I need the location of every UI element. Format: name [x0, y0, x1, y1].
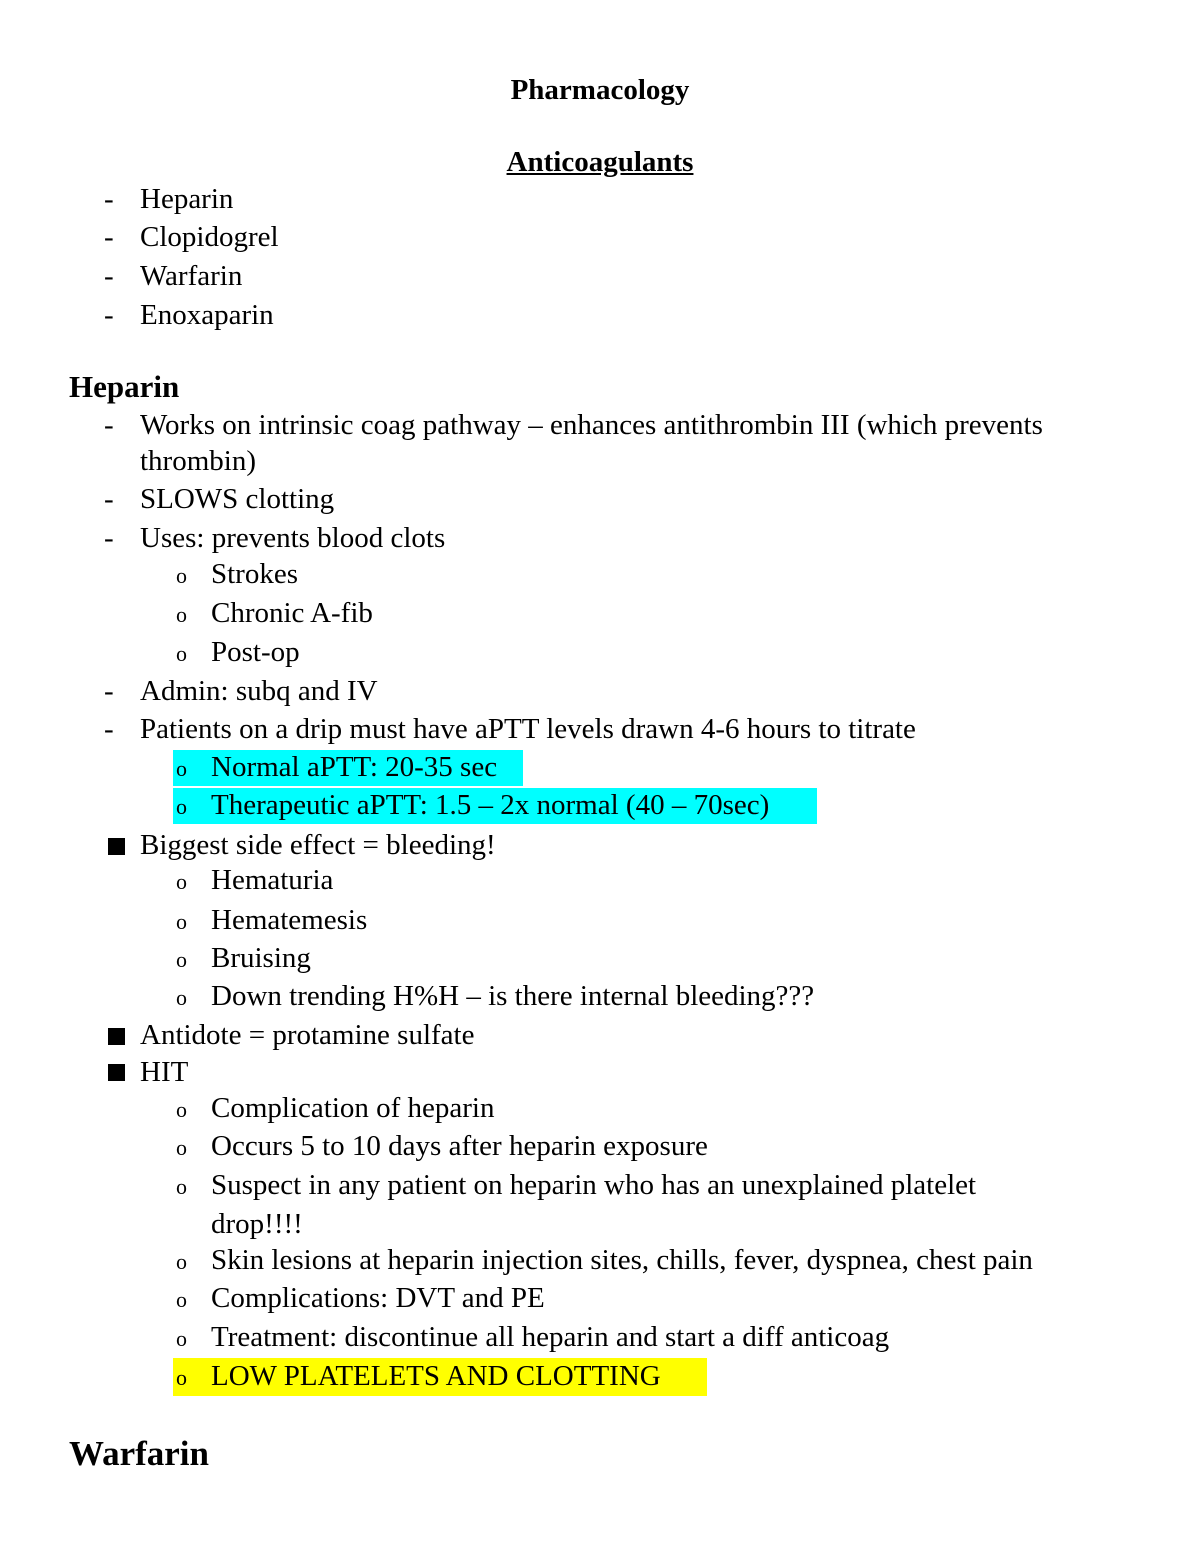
circle-bullet: o [176, 947, 187, 972]
sub-list-item: Strokes [211, 558, 298, 590]
circle-bullet: o [176, 602, 187, 627]
sub-list-item-highlighted: LOW PLATELETS AND CLOTTING [211, 1360, 661, 1392]
sub-list-item: Suspect in any patient on heparin who has an unexplained platelet [211, 1169, 977, 1201]
dash-bullet: - [104, 183, 114, 215]
section-title-text: Anticoagulants [506, 146, 694, 178]
circle-bullet: o [176, 1135, 187, 1160]
circle-bullet: o [176, 1249, 187, 1274]
list-item: Admin: subq and IV [140, 675, 378, 707]
sub-list-item: Treatment: discontinue all heparin and start a diff anticoag [211, 1321, 890, 1353]
sub-list-item: Complications: DVT and PE [211, 1282, 545, 1314]
sub-list-item-highlighted: Normal aPTT: 20-35 sec [211, 751, 498, 783]
sub-list-item: Hematuria [211, 864, 334, 896]
list-item: Antidote = protamine sulfate [140, 1019, 475, 1051]
list-item: Enoxaparin [140, 299, 274, 331]
list-item: SLOWS clotting [140, 483, 335, 515]
sub-list-item: Bruising [211, 942, 311, 974]
circle-bullet: o [176, 756, 187, 781]
dash-bullet: - [104, 675, 114, 707]
circle-bullet: o [176, 794, 187, 819]
sub-list-item-highlighted: Therapeutic aPTT: 1.5 – 2x normal (40 – 70sec) [211, 789, 770, 821]
square-bullet [108, 1028, 125, 1045]
list-item-continuation: thrombin) [140, 445, 256, 477]
sub-list-item: Occurs 5 to 10 days after heparin exposure [211, 1130, 708, 1162]
list-item: Biggest side effect = bleeding! [140, 829, 496, 861]
circle-bullet: o [176, 909, 187, 934]
sub-list-item: Complication of heparin [211, 1092, 495, 1124]
heparin-heading: Heparin [69, 369, 180, 404]
list-item: Patients on a drip must have aPTT levels drawn 4-6 hours to titrate [140, 713, 916, 745]
list-item: Clopidogrel [140, 221, 279, 253]
warfarin-heading: Warfarin [69, 1434, 209, 1473]
dash-bullet: - [104, 713, 114, 745]
sub-list-item: Chronic A-fib [211, 597, 373, 629]
list-item: Warfarin [140, 260, 243, 292]
sub-list-item: Hematemesis [211, 904, 368, 936]
sub-list-item-continuation: drop!!!! [211, 1208, 303, 1240]
list-item: Works on intrinsic coag pathway – enhances antithrombin III (which prevents [140, 409, 1043, 441]
dash-bullet: - [104, 409, 114, 441]
dash-bullet: - [104, 221, 114, 253]
doc-title: Pharmacology [510, 74, 690, 106]
circle-bullet: o [176, 1365, 187, 1390]
circle-bullet: o [176, 641, 187, 666]
dash-bullet: - [104, 260, 114, 292]
dash-bullet: - [104, 299, 114, 331]
circle-bullet: o [176, 1287, 187, 1312]
circle-bullet: o [176, 1174, 187, 1199]
list-item: Uses: prevents blood clots [140, 522, 446, 554]
dash-bullet: - [104, 522, 114, 554]
square-bullet [108, 1064, 125, 1081]
list-item: HIT [140, 1056, 189, 1088]
dash-bullet: - [104, 483, 114, 515]
circle-bullet: o [176, 1326, 187, 1351]
circle-bullet: o [176, 563, 187, 588]
sub-list-item: Skin lesions at heparin injection sites, chills, fever, dyspnea, chest pain [211, 1244, 1033, 1276]
list-item: Heparin [140, 183, 234, 215]
square-bullet [108, 838, 125, 855]
circle-bullet: o [176, 1097, 187, 1122]
section-title [0, 145, 1200, 179]
sub-list-item: Down trending H%H – is there internal bleeding??? [211, 980, 815, 1012]
circle-bullet: o [176, 985, 187, 1010]
circle-bullet: o [176, 869, 187, 894]
sub-list-item: Post-op [211, 636, 300, 668]
